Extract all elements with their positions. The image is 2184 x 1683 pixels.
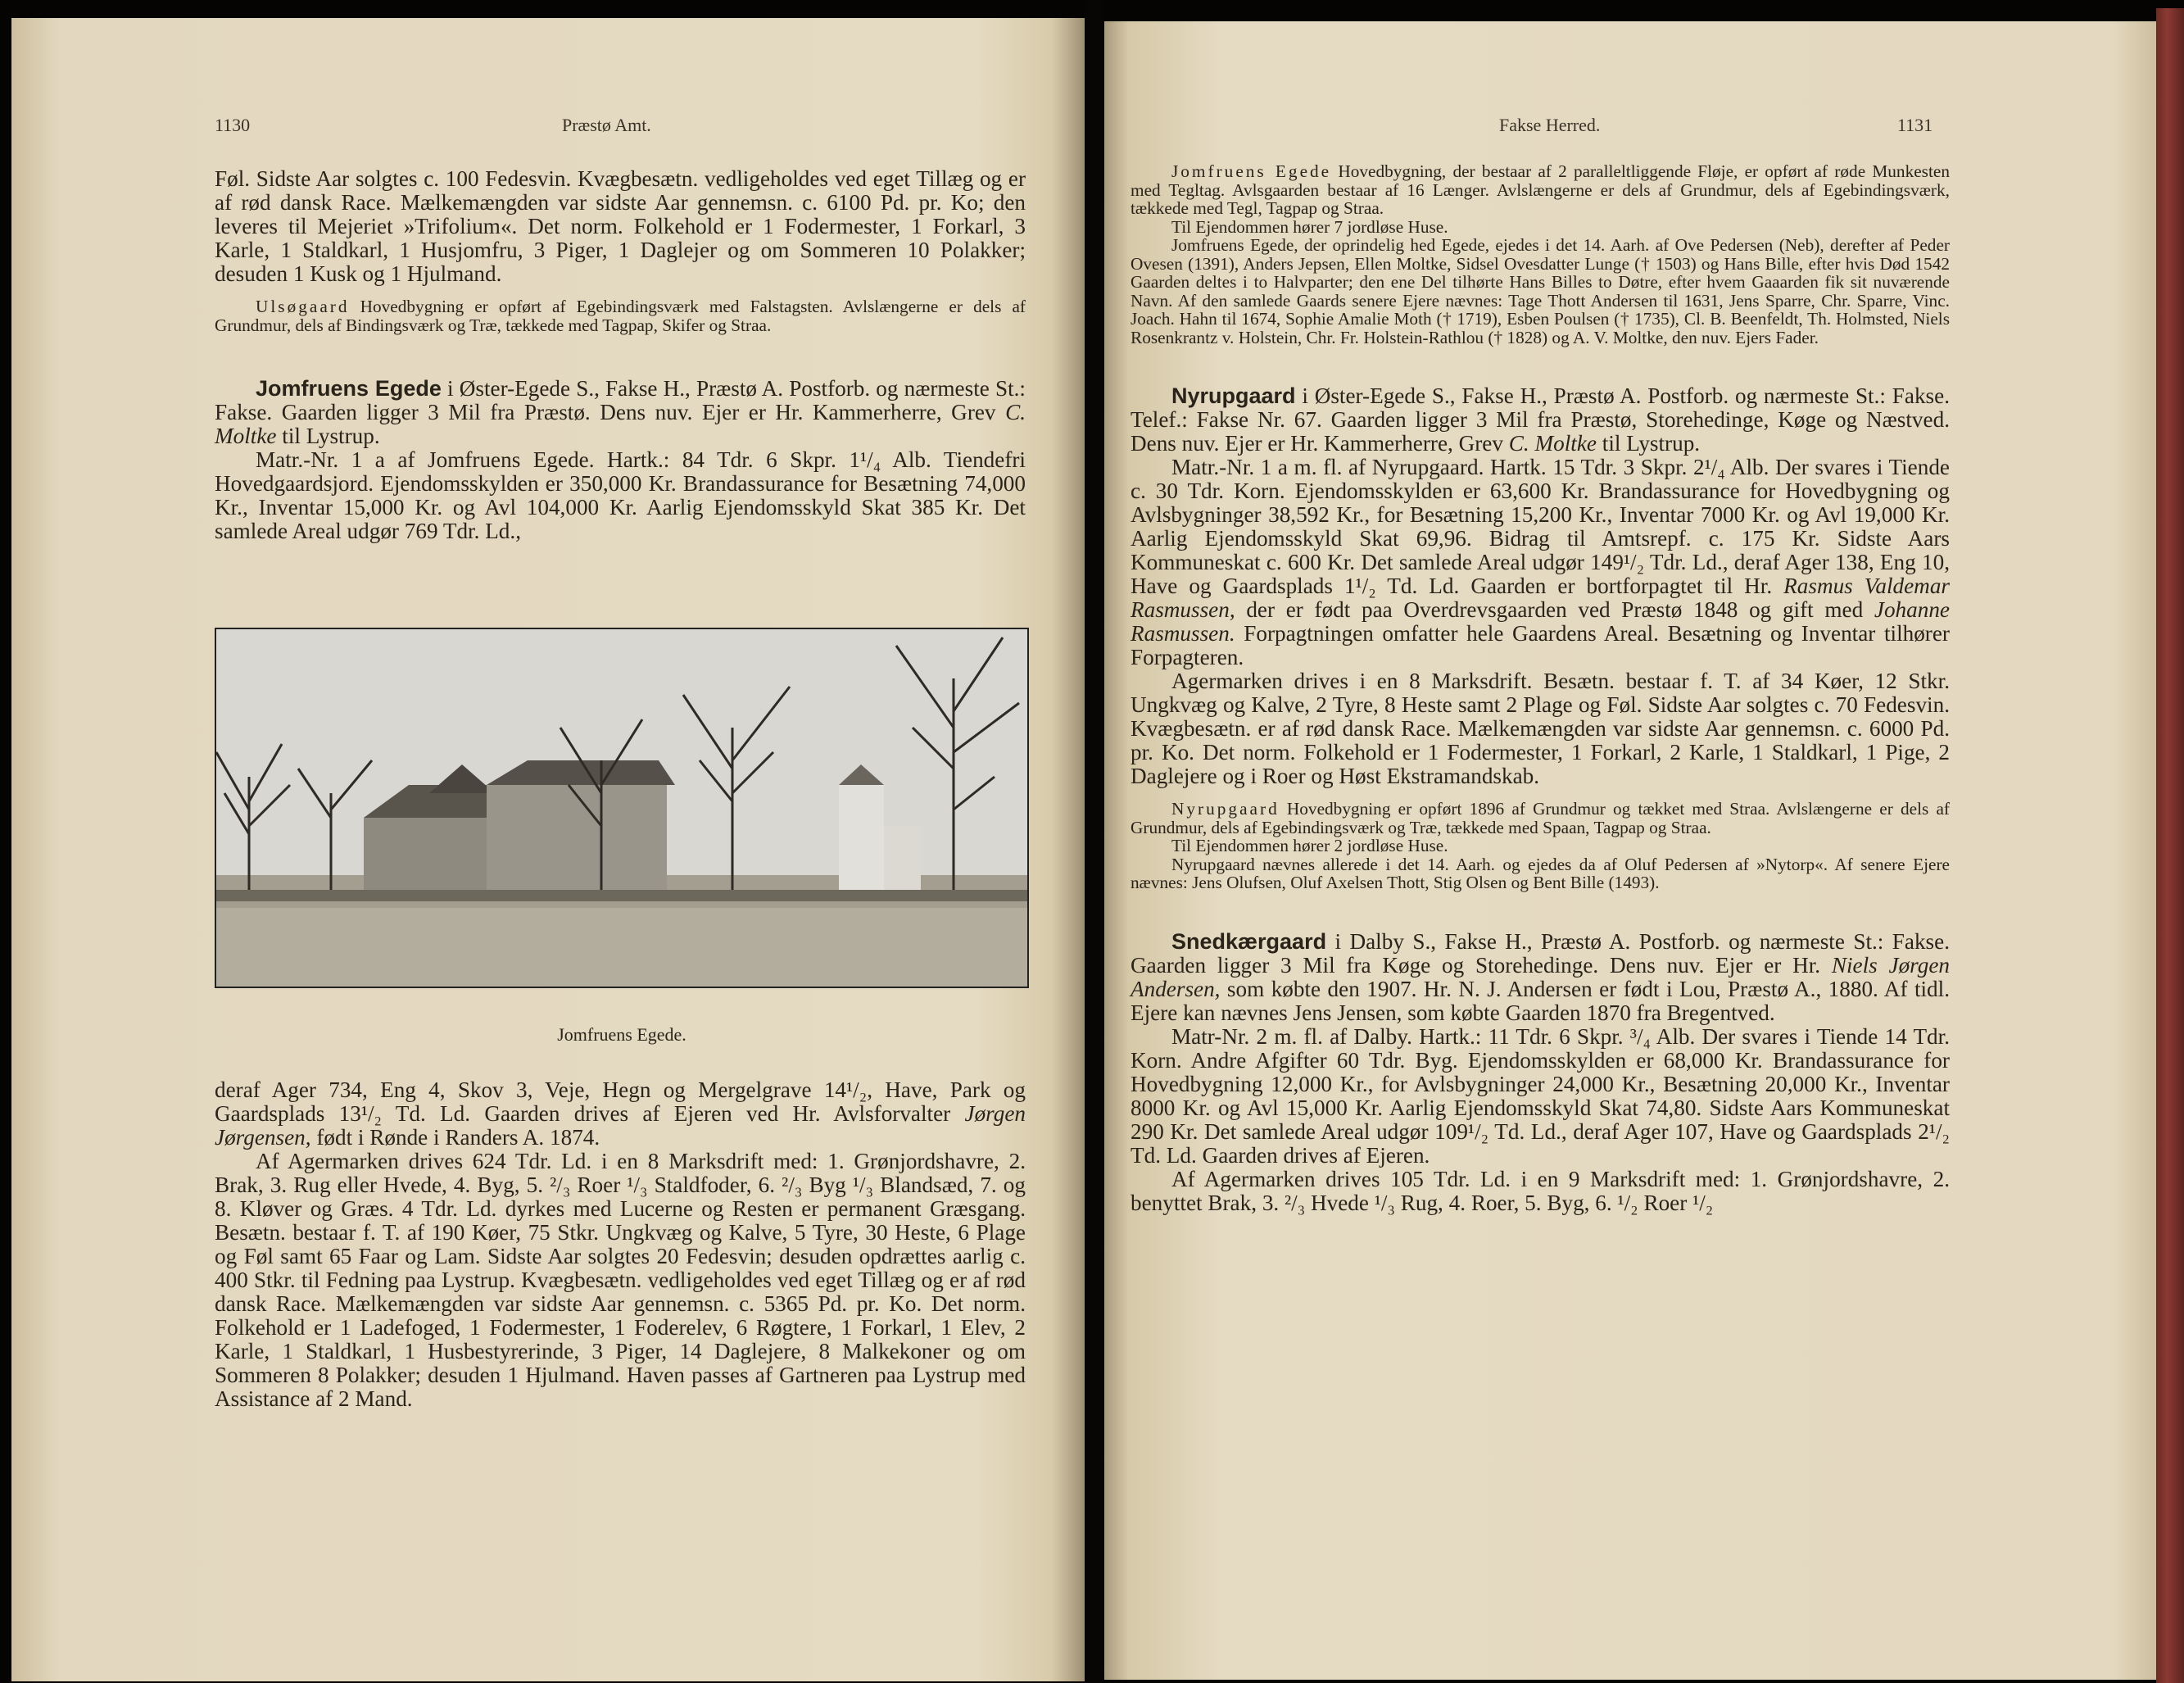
entry-nyrupgaard: Nyrupgaard i Øster-Egede S., Fakse H., Præstø A. Postforb. og nærmeste St.: Fakse. Telef.: Fakse Nr. 67. Gaarden ligger 3 Mil fra Præstø, Storehedinge, Køge og Næstved. Dens nuv. Ejer er Hr. Kammerherre, Grev C. Moltke til Lystrup. — [1131, 383, 1950, 456]
small-note: Jomfruens Egede, der oprindelig hed Egede, ejedes i det 14. Aarh. af Ove Pedersen (Neb), derefter af Peder Ovesen (1391), Anders Jepsen, Ellen Moltke, Sidsel Ovesdatter Lunge († 1503) og Hans Bille, efter hvis Død 1542 Gaarden deltes i to Halvparter; den ene Del tilhørte Hans Billes to Døtre, efter hvem Gaaarden fik sit nuværende Navn. Af den samlede Gaards senere Ejere nævnes: Tage Thott Andersen til 1631, Jens Sparre, Chr. Sparre, Vinc. Joach. Hahn til 1674, Sophie Amalie Moth († 1719), Esben Poulsen († 1735), Cl. B. Beenfeldt, Th. Holmsted, Niels Rosenkrantz v. Holstein, Chr. Fr. Holstein-Rathlou († 1828) og A. V. Moltke, den nuv. Ejers Fader. — [1131, 235, 1950, 347]
paragraph: Af Agermarken drives 105 Tdr. Ld. i en 9 Marksdrift med: 1. Grønjordshavre, 2. benyttet Brak, 3. ²/₃ Hvede ¹/₃ Rug, 4. Roer, 5. Byg, 6. ¹/₂ Roer ¹/₂ — [1131, 1166, 1950, 1215]
entry-snedkaergaard: Snedkærgaard i Dalby S., Fakse H., Præstø A. Postforb. og nærmeste St.: Fakse. Gaarden ligger 3 Mil fra Køge og Storehedinge. Dens nuv. Ejer er Hr. Niels Jørgen Andersen, som købte den 1907. Hr. N. J. Andersen er født i Lou, Præstø A., 1880. Af tidl. Ejere kan nævnes Jens Jensen, som købte Gaarden 1870 fra Bregentved. — [1131, 928, 1950, 1025]
small-note: Ulsøgaard Hovedbygning er opført af Egebindingsværk med Falstagsten. Avlslængerne er dels af Grundmur, dels af Bindingsværk og Træ, tækkede med Tagpap, Skifer og Straa. — [215, 297, 1026, 335]
right-column — [1131, 162, 1950, 1215]
photo-jomfruens-egede — [215, 628, 1029, 988]
paragraph: Af Agermarken drives 624 Tdr. Ld. i en 8 Marksdrift med: 1. Grønjordshavre, 2. Brak, 3. Rug eller Hvede, 4. Byg, 5. ²/₃ Roer ¹/₃ Staldfoder, 6. ²/₃ Byg ¹/₃ Blandsæd, 7. og 8. Kløver og Græs. 4 Tdr. Ld. dyrkes med Lucerne og Resten er permanent Græsgang. Besætn. bestaar f. T. af 190 Køer, 75 Stkr. Ungkvæg og Kalve, 5 Tyre, 30 Heste, 6 Plage og Føl samt 65 Faar og Lam. Sidste Aar solgtes 20 Fedesvin; desuden opdrættes aarlig c. 400 Stkr. til Fedning paa Lystrup. Kvægbesætn. vedligeholdes ved eget Tillæg og er af rød dansk Race. Mælkemængden var sidste Aar gennemsn. c. 5365 Pd. pr. Ko. Det norm. Folkehold er 1 Ladefoged, 1 Fodermester, 1 Foderelev, 6 Røgtere, 1 Forkarl, 1 Elev, 2 Karle, 1 Staldkarl, 1 Husbestyrerinde, 3 Piger, 14 Daglejere, 8 Malkekoner og om Sommeren 8 Polakker; desuden 1 Hjulmand. Haven passes af Gartneren paa Lystrup med Assistance af 2 Mand. — [215, 1149, 1026, 1411]
small-note: Til Ejendommen hører 2 jordløse Huse. — [1171, 836, 1448, 855]
paragraph: Matr.-Nr. 1 a m. fl. af Nyrupgaard. Hartk. 15 Tdr. 3 Skpr. 2¹/₄ Alb. Der svares i Tiende c. 30 Tdr. Korn. Ejendomsskylden er 63,600 Kr. Brandassurance for Hovedbygning og Avlsbygninger 38,592 Kr., for Besætning 15,200 Kr., Inventar 7000 Kr. og Avl 19,000 Kr. Aarlig Ejendomsskyld Skat 69,96. Bidrag til Amtsrepf. c. 175 Kr. Sidste Aars Kommuneskat c. 600 Kr. Det samlede Areal udgør 149¹/₂ Tdr. Ld., deraf Ager 138, Eng 10, Have og Gaardsplads 1¹/₂ Td. Ld. Gaarden er bortforpagtet til Hr. Rasmus Valdemar Rasmussen, der er født paa Overdrevsgaarden ved Præstø 1848 og gift med Johanne Rasmussen. Forpagtningen omfatter hele Gaardens Areal. Besætning og Inventar tilhører Forpagteren. — [1131, 455, 1950, 669]
photo-caption: Jomfruens Egede. — [557, 1024, 686, 1045]
left-running-header: Præstø Amt. — [562, 115, 651, 135]
entry-heading: Nyrupgaard — [1171, 383, 1296, 408]
entry-heading: Snedkærgaard — [1171, 928, 1327, 954]
left-column-top — [215, 167, 1026, 543]
paragraph: Føl. Sidste Aar solgtes c. 100 Fedesvin. Kvægbesætn. vedligeholdes ved eget Tillæg og er af rød dansk Race. Mælkemængden var sidste Aar gennemsn. c. 6100 Pd. pr. Ko; den leveres til Mejeriet »Trifolium«. Det norm. Folkehold er 1 Fodermester, 1 Forkarl, 3 Karle, 1 Staldkarl, 1 Husjomfru, 3 Piger, 1 Daglejer og om Sommeren 10 Polakker; desuden 1 Kusk og 1 Hjulmand. — [215, 166, 1026, 286]
entry-jomfruens-egede: Jomfruens Egede i Øster-Egede S., Fakse H., Præstø A. Postforb. og nærmeste St.: Fakse. Gaarden ligger 3 Mil fra Præstø. Dens nuv. Ejer er Hr. Kammerherre, Grev C. Moltke til Lystrup. — [215, 376, 1026, 448]
small-note: Nyrupgaard nævnes allerede i det 14. Aarh. og ejedes da af Oluf Pedersen af »Nytorp«. Af senere Ejere nævnes: Jens Olufsen, Oluf Axelsen Thott, Stig Olsen og Bent Bille (1493). — [1131, 854, 1950, 892]
left-column-bottom — [215, 1078, 1026, 1411]
right-running-header: Fakse Herred. — [1499, 115, 1601, 135]
left-page-number: 1130 — [215, 115, 251, 135]
book-gutter — [1085, 0, 1104, 1683]
small-note: Jomfruens Egede Hovedbygning, der bestaar af 2 paralleltliggende Fløje, er opført af røde Munkesten med Tegltag. Avlsgaarden bestaar af 16 Længer. Avlslængerne er dels af Grundmur, dels af Egebindingsværk, tækkede med Tegl, Tagpap og Straa. — [1131, 161, 1950, 218]
paragraph: Agermarken drives i en 8 Marksdrift. Besætn. bestaar f. T. af 34 Køer, 12 Stkr. Ungkvæg og Kalve, 2 Tyre, 8 Heste samt 2 Plage og Føl. Sidste Aar solgtes c. 70 Fedesvin. Kvægbesætn. er af rød dansk Race. Mælkemængden var sidste Aar gennemsn. c. 6000 Pd. pr. Ko. Det norm. Folkehold er 1 Fodermester, 1 Forkarl, 2 Karle, 1 Staldkarl, 1 Pige, 2 Daglejere og i Roer og Høst Ekstramandskab. — [1131, 669, 1950, 788]
book-cover-edge — [2156, 8, 2184, 1683]
paragraph: Matr-Nr. 2 m. fl. af Dalby. Hartk.: 11 Tdr. 6 Skpr. ³/₄ Alb. Der svares i Tiende 14 Tdr. Korn. Andre Afgifter 60 Tdr. Byg. Ejendomsskylden er 68,000 Kr. Brandassurance for Hovedbygning 12,000 Kr., for Avlsbygninger 24,000 Kr., Besætning 20,000 Kr., Inventar 8000 Kr. og Avl 15,000 Kr. Aarlig Ejendomsskyld Skat 74,80. Sidste Aars Kommuneskat 290 Kr. Det samlede Areal udgør 109¹/₂ Td. Ld., deraf Ager 107, Have og Gaardsplads 2¹/₂ Td. Ld. Gaarden drives af Ejeren. — [1131, 1023, 1950, 1168]
entry-heading: Jomfruens Egede — [256, 376, 442, 401]
paragraph: deraf Ager 734, Eng 4, Skov 3, Veje, Hegn og Mergelgrave 14¹/₂, Have, Park og Gaardsplads 13¹/₂ Td. Ld. Gaarden drives af Ejeren ved Hr. Avlsforvalter Jørgen Jørgensen, født i Rønde i Randers A. 1874. — [215, 1077, 1026, 1150]
right-page-number: 1131 — [1897, 115, 1933, 135]
small-note: Nyrupgaard Hovedbygning er opført 1896 af Grundmur og tækket med Straa. Avlslængerne er dels af Grundmur, dels af Egebindingsværk og Træ, tækkede med Spaan, Tagpap og Straa. — [1131, 799, 1950, 837]
small-note: Til Ejendommen hører 7 jordløse Huse. — [1171, 216, 1448, 237]
paragraph: Matr.-Nr. 1 a af Jomfruens Egede. Hartk.: 84 Tdr. 6 Skpr. 1¹/₄ Alb. Tiendefri Hovedgaardsjord. Ejendomsskylden er 350,000 Kr. Brandassurance for Besætning 74,000 Kr., Inventar 15,000 Kr. og Avl 104,000 Kr. Aarlig Ejendomsskyld Skat 385 Kr. Det samlede Areal udgør 769 Tdr. Ld., — [215, 447, 1026, 543]
